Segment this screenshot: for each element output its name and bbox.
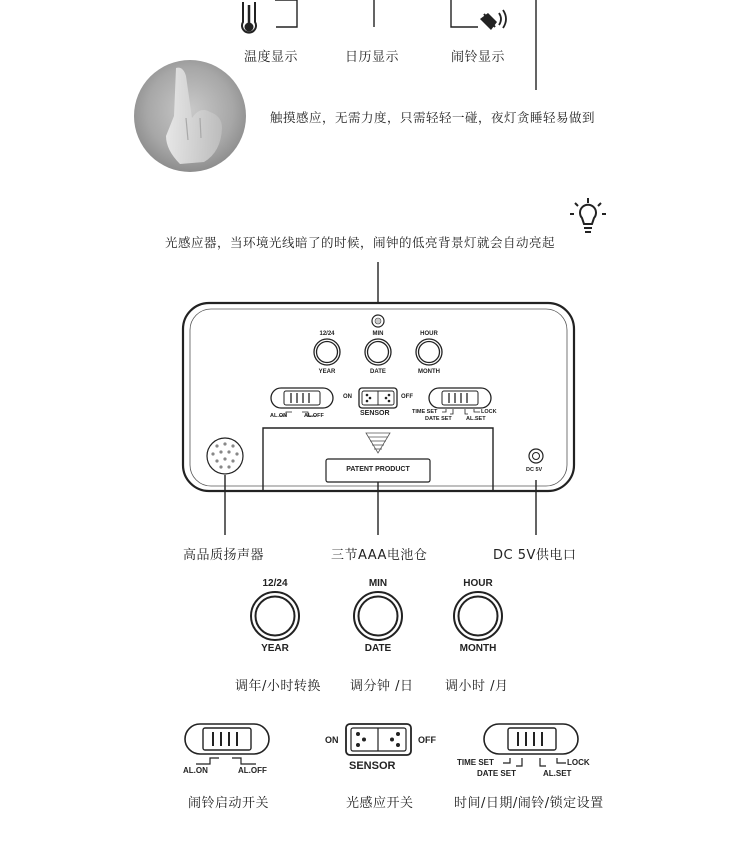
- detail-button-3-bottom: MONTH: [459, 643, 497, 654]
- detail-button-1-bottom: YEAR: [261, 643, 289, 654]
- battery-callout: 三节AAA电池仓: [331, 548, 428, 563]
- bell-icon: [480, 10, 506, 30]
- detail-sensor-name: SENSOR: [349, 760, 396, 772]
- detail-mode-switch: [484, 724, 578, 766]
- touch-hand-icon: [134, 60, 246, 172]
- detail-button-2-bottom: DATE: [364, 643, 392, 654]
- panel-button-1-bottom: YEAR: [318, 369, 336, 375]
- detail-button-3-desc: 调小时 /月: [445, 679, 509, 694]
- detail-al-on: AL.ON: [183, 766, 208, 775]
- detail-button-3-top: HOUR: [463, 578, 493, 589]
- panel-sensor-name: SENSOR: [360, 410, 390, 417]
- detail-button-1-top: 12/24: [262, 578, 288, 589]
- alarm-switch-desc: 闹铃启动开关: [188, 796, 270, 811]
- detail-sensor-switch: [346, 724, 411, 755]
- detail-button-2-desc: 调分钟 /日: [350, 679, 414, 694]
- power-callout: DC 5V供电口: [493, 548, 577, 563]
- calendar-label: 日历显示: [345, 50, 400, 65]
- panel-button-2-top: MIN: [372, 331, 384, 337]
- panel-button-2-bottom: DATE: [370, 369, 386, 375]
- panel-date-set: DATE SET: [425, 416, 452, 422]
- detail-al-set: AL.SET: [543, 769, 572, 778]
- detail-button-2-top: MIN: [368, 578, 388, 589]
- detail-button-1-desc: 调年/小时转换: [235, 679, 321, 694]
- panel-time-set: TIME SET: [412, 409, 438, 415]
- detail-time-set: TIME SET: [457, 758, 494, 767]
- alarm-display-label: 闹铃显示: [451, 50, 506, 65]
- detail-sensor-on: ON: [325, 735, 339, 745]
- speaker-callout: 高品质扬声器: [183, 548, 265, 563]
- panel-sensor-off: OFF: [401, 394, 413, 400]
- panel-button-3-top: HOUR: [420, 331, 438, 337]
- patent-label: PATENT PRODUCT: [346, 466, 410, 473]
- panel-button-1-top: 12/24: [319, 331, 335, 337]
- panel-lock: LOCK: [481, 409, 497, 415]
- top-connector-lines: [275, 0, 536, 90]
- thermometer-icon: [242, 2, 256, 33]
- detail-sensor-off: OFF: [418, 735, 436, 745]
- panel-button-3-bottom: MONTH: [418, 369, 440, 375]
- mode-switch-desc: 时间/日期/闹铃/锁定设置: [454, 796, 604, 811]
- panel-al-on: AL.ON: [270, 413, 288, 419]
- sensor-switch-desc: 光感应开关: [346, 796, 414, 811]
- detail-buttons: [251, 592, 502, 640]
- detail-lock: LOCK: [567, 758, 590, 767]
- detail-date-set: DATE SET: [477, 769, 516, 778]
- lightbulb-icon: [570, 198, 606, 232]
- temperature-label: 温度显示: [244, 50, 299, 65]
- panel-al-set: AL.SET: [466, 416, 486, 422]
- dc-port-label: DC 5V: [526, 467, 543, 473]
- panel-al-off: AL.OFF: [304, 413, 324, 419]
- detail-alarm-switch: [185, 724, 269, 764]
- panel-sensor-on: ON: [343, 394, 352, 400]
- touch-description: 触摸感应，无需力度，只需轻轻一碰，夜灯贪睡轻易做到: [270, 110, 596, 125]
- detail-al-off: AL.OFF: [238, 766, 267, 775]
- light-sensor-description: 光感应器，当环境光线暗了的时候，闹钟的低亮背景灯就会自动亮起: [165, 235, 556, 250]
